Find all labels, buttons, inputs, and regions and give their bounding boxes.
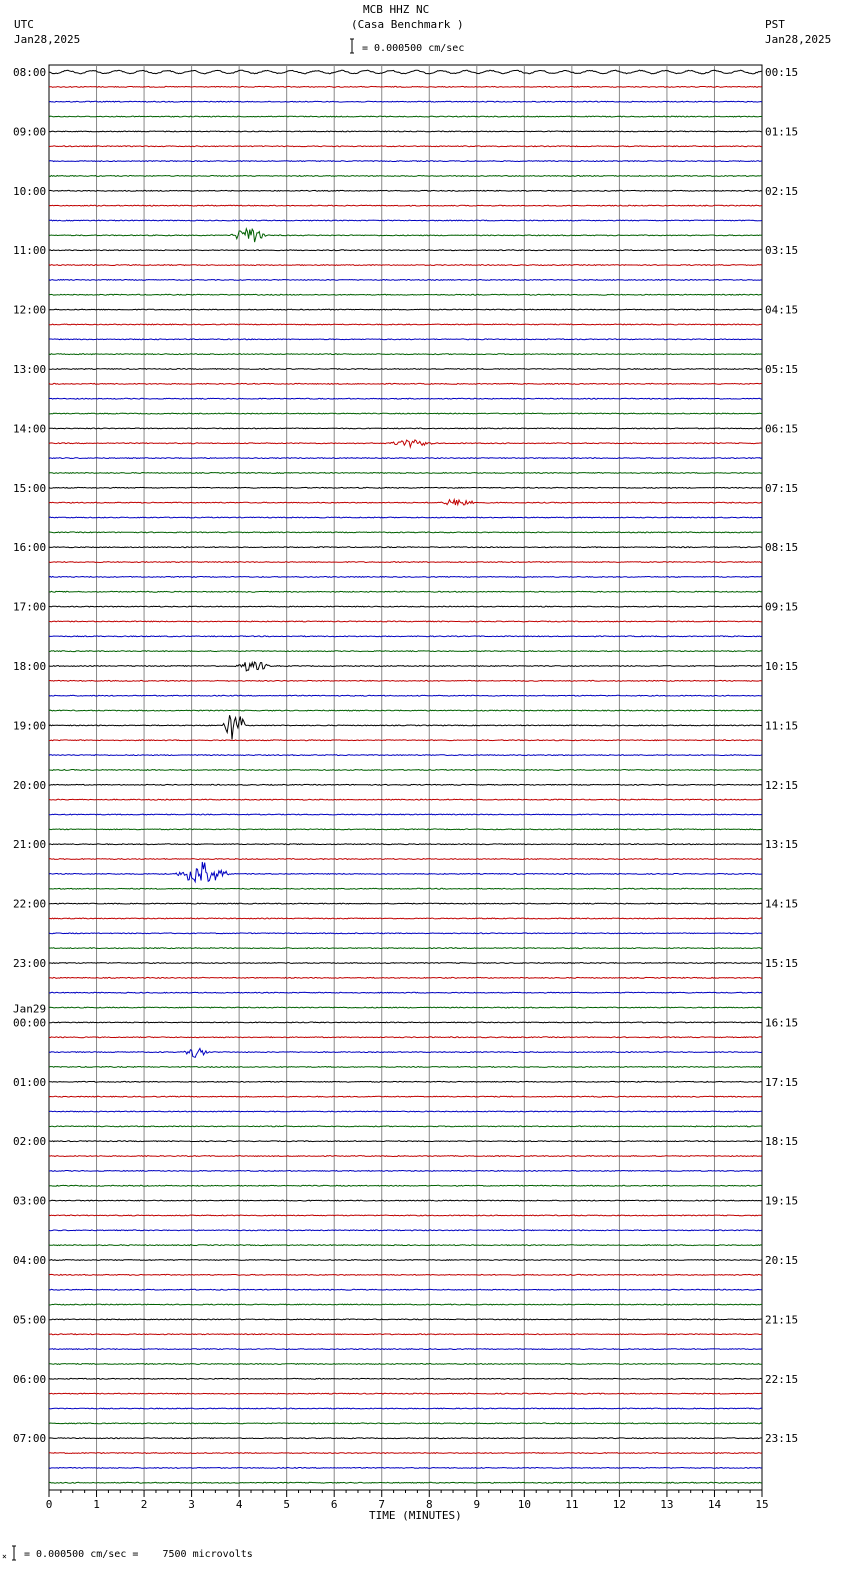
trace-line	[49, 695, 762, 696]
trace-line	[49, 636, 762, 637]
x-tick-label: 7	[378, 1498, 386, 1511]
trace-line	[49, 473, 762, 474]
trace-line	[49, 532, 762, 533]
right-hour-label: 10:15	[765, 660, 799, 673]
right-hour-label: 11:15	[765, 719, 799, 733]
station-title: MCB HHZ NC	[363, 3, 430, 16]
trace-line	[49, 992, 762, 993]
right-hour-label: 19:15	[765, 1194, 799, 1208]
x-axis-title: TIME (MINUTES)	[369, 1509, 462, 1522]
x-tick-label: 15	[755, 1498, 769, 1511]
x-tick-label: 3	[188, 1498, 195, 1511]
trace-line	[49, 1319, 762, 1320]
trace-line	[49, 1171, 762, 1172]
right-hour-label: 07:15	[765, 481, 799, 495]
trace-line	[49, 458, 762, 459]
trace-line	[49, 1049, 762, 1058]
left-date: Jan28,2025	[14, 33, 81, 46]
right-hour-label: 02:15	[765, 184, 799, 198]
left-hour-label: 16:00	[13, 541, 47, 555]
right-hour-label: 13:15	[765, 838, 799, 852]
left-hour-label: 00:00	[13, 1016, 47, 1030]
trace-line	[49, 131, 762, 132]
trace-line	[49, 1364, 762, 1365]
trace-line	[49, 888, 762, 889]
right-hour-label: 17:15	[765, 1075, 799, 1089]
trace-line	[49, 369, 762, 370]
left-hour-label: 09:00	[13, 125, 47, 139]
trace-line	[49, 1408, 762, 1409]
trace-line	[49, 829, 762, 830]
footer-mark-icon: ×	[2, 1552, 7, 1561]
trace-line	[49, 662, 762, 671]
left-hour-label: 23:00	[13, 957, 47, 970]
x-tick-label: 6	[330, 1498, 338, 1511]
scale-bar-label: = 0.000500 cm/sec	[362, 43, 465, 54]
trace-line	[49, 710, 762, 711]
right-hour-label: 09:15	[765, 600, 799, 614]
trace-line	[49, 1349, 762, 1350]
trace-line	[49, 1260, 762, 1261]
trace-line	[49, 383, 762, 384]
trace-line	[49, 1304, 762, 1305]
right-hour-label: 14:15	[765, 897, 799, 911]
right-hour-label: 01:15	[765, 125, 799, 139]
trace-line	[49, 933, 762, 934]
x-tick-label: 9	[473, 1498, 481, 1511]
x-tick-label: 12	[612, 1498, 627, 1511]
trace-line	[49, 1111, 762, 1112]
trace-line	[49, 963, 762, 964]
trace-line	[49, 220, 762, 221]
trace-line	[49, 70, 762, 74]
left-timezone: UTC	[14, 18, 34, 31]
trace-line	[49, 1453, 762, 1454]
left-hour-label: 14:00	[13, 422, 47, 436]
right-timezone: PST	[765, 18, 785, 31]
date-change-label: Jan29	[13, 1002, 47, 1016]
trace-line	[49, 715, 762, 739]
trace-line	[49, 86, 762, 87]
left-hour-label: 02:00	[13, 1135, 47, 1149]
trace-line	[49, 398, 762, 399]
left-hour-label: 13:00	[13, 363, 47, 376]
trace-line	[49, 799, 762, 800]
trace-line	[49, 1245, 762, 1246]
right-hour-label: 12:15	[765, 778, 799, 792]
left-hour-label: 15:00	[13, 481, 47, 495]
x-tick-label: 14	[707, 1498, 722, 1511]
trace-line	[49, 229, 762, 242]
trace-line	[49, 1289, 762, 1290]
x-tick-label: 10	[517, 1498, 531, 1511]
trace-line	[49, 1423, 762, 1424]
trace-line	[49, 428, 762, 429]
x-tick-label: 4	[235, 1498, 243, 1511]
right-hour-label: 15:15	[765, 957, 799, 970]
right-hour-label: 21:15	[765, 1313, 799, 1327]
trace-line	[49, 250, 762, 251]
trace-line	[49, 1081, 762, 1082]
trace-line	[49, 1482, 762, 1483]
x-tick-label: 13	[660, 1498, 674, 1511]
trace-line	[49, 784, 762, 785]
trace-line	[49, 918, 762, 919]
trace-line	[49, 339, 762, 340]
trace-line	[49, 1230, 762, 1231]
trace-line	[49, 1037, 762, 1038]
footer-scale-label: = 0.000500 cm/sec = 7500 microvolts	[24, 1549, 253, 1560]
right-hour-label: 08:15	[765, 541, 799, 555]
left-hour-label: 06:00	[13, 1372, 47, 1386]
left-hour-label: 04:00	[13, 1254, 47, 1267]
trace-line	[49, 1126, 762, 1127]
left-hour-label: 03:00	[13, 1194, 47, 1208]
trace-line	[49, 265, 762, 266]
trace-line	[49, 101, 762, 102]
trace-line	[49, 577, 762, 578]
trace-line	[49, 440, 762, 447]
trace-line	[49, 1156, 762, 1157]
x-tick-label: 5	[283, 1498, 290, 1511]
trace-line	[49, 517, 762, 518]
trace-line	[49, 161, 762, 162]
trace-line	[49, 500, 762, 505]
trace-line	[49, 1022, 762, 1023]
trace-line	[49, 280, 762, 281]
x-tick-label: 0	[45, 1498, 53, 1511]
right-hour-label: 20:15	[765, 1254, 799, 1267]
trace-line	[49, 862, 762, 882]
trace-line	[49, 1007, 762, 1008]
trace-line	[49, 606, 762, 607]
trace-line	[49, 1274, 762, 1275]
trace-line	[49, 1096, 762, 1097]
left-hour-label: 18:00	[13, 660, 47, 673]
trace-line	[49, 903, 762, 904]
left-hour-label: 22:00	[13, 897, 47, 911]
right-hour-label: 22:15	[765, 1372, 799, 1386]
trace-line	[49, 413, 762, 414]
scale-bar-icon	[350, 39, 354, 53]
trace-line	[49, 814, 762, 815]
site-subtitle: (Casa Benchmark )	[351, 18, 464, 31]
left-hour-label: 12:00	[13, 303, 47, 317]
trace-line	[49, 1067, 762, 1068]
left-hour-label: 07:00	[13, 1432, 47, 1446]
right-hour-label: 03:15	[765, 244, 799, 258]
trace-line	[49, 1215, 762, 1216]
trace-line	[49, 680, 762, 681]
right-hour-label: 06:15	[765, 422, 799, 436]
trace-line	[49, 146, 762, 147]
left-hour-label: 10:00	[13, 184, 47, 198]
trace-line	[49, 591, 762, 592]
left-hour-label: 11:00	[13, 244, 47, 258]
x-tick-label: 11	[565, 1498, 579, 1511]
footer-scale-bar-icon	[12, 1546, 16, 1560]
right-hour-label: 04:15	[765, 303, 799, 317]
trace-line	[49, 354, 762, 355]
left-hour-label: 17:00	[13, 600, 47, 614]
left-hour-label: 21:00	[13, 838, 47, 852]
right-hour-label: 16:15	[765, 1016, 799, 1030]
left-hour-label: 19:00	[13, 719, 47, 733]
trace-line	[49, 562, 762, 563]
trace-line	[49, 309, 762, 310]
trace-line	[49, 1141, 762, 1142]
trace-line	[49, 1468, 762, 1469]
trace-line	[49, 948, 762, 949]
x-tick-label: 1	[93, 1498, 100, 1511]
right-hour-label: 05:15	[765, 363, 799, 376]
left-hour-label: 20:00	[13, 778, 47, 792]
trace-line	[49, 977, 762, 978]
trace-line	[49, 547, 762, 548]
trace-line	[49, 1200, 762, 1201]
trace-line	[49, 324, 762, 325]
trace-line	[49, 294, 762, 295]
trace-line	[49, 1334, 762, 1335]
trace-line	[49, 1438, 762, 1439]
trace-line	[49, 116, 762, 117]
trace-line	[49, 176, 762, 177]
left-hour-label: 05:00	[13, 1313, 47, 1327]
right-hour-label: 18:15	[765, 1135, 799, 1149]
trace-line	[49, 1393, 762, 1394]
right-date: Jan28,2025	[765, 33, 832, 46]
trace-line	[49, 844, 762, 845]
x-tick-label: 2	[140, 1498, 148, 1511]
trace-line	[49, 755, 762, 756]
right-hour-label: 00:15	[765, 66, 799, 79]
plot-frame	[49, 65, 762, 1490]
trace-line	[49, 621, 762, 622]
trace-line	[49, 1185, 762, 1186]
trace-line	[49, 1378, 762, 1379]
trace-line	[49, 859, 762, 860]
left-hour-label: 08:00	[13, 66, 47, 79]
trace-line	[49, 770, 762, 771]
x-tick-label: 8	[425, 1498, 433, 1511]
trace-line	[49, 651, 762, 652]
trace-line	[49, 740, 762, 741]
trace-line	[49, 190, 762, 191]
right-hour-label: 23:15	[765, 1432, 799, 1446]
trace-line	[49, 487, 762, 488]
left-hour-label: 01:00	[13, 1075, 47, 1089]
trace-line	[49, 205, 762, 206]
